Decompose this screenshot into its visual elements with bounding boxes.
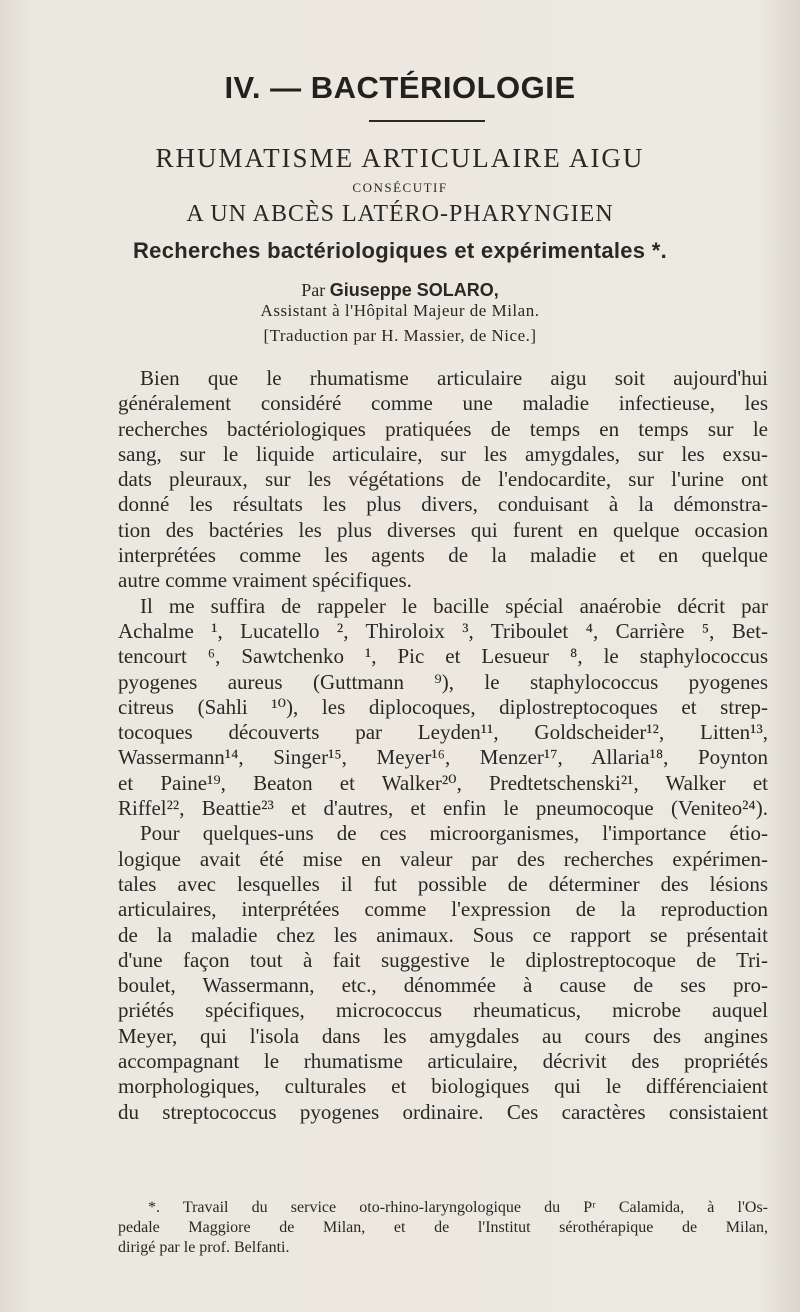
body-line: accompagnant le rhumatisme articulaire, décrivit des propriétés <box>118 1049 768 1074</box>
byline <box>0 280 800 301</box>
body-line: généralement considéré comme une maladie infectieuse, les <box>118 391 768 416</box>
footnote <box>118 1198 768 1258</box>
body-line: Meyer, qui l'isola dans les amygdales au cours des angines <box>118 1023 768 1048</box>
translation-note: [Traduction par H. Massier, de Nice.] <box>263 326 537 345</box>
body-line: donné les résultats les plus divers, conduisant à la démonstra- <box>118 492 768 517</box>
body-line: Bien que le rhumatisme articulaire aigu soit aujourd'hui <box>140 366 768 390</box>
article-kicker: CONSÉCUTIF <box>352 180 448 195</box>
body-line: sang, sur le liquide articulaire, sur les amygdales, sur les exsu- <box>118 441 768 466</box>
title-rule <box>369 120 485 122</box>
footnote-line: pedale Maggiore de Milan, et de l'Institut sérothérapique de Milan, <box>118 1219 768 1236</box>
body-line: autre comme vraiment spécifiques. <box>118 568 412 593</box>
footnote-line: dirigé par le prof. Belfanti. <box>118 1239 290 1256</box>
body-line: priétés spécifiques, micrococcus rheumaticus, microbe auquel <box>118 998 768 1023</box>
body-line: citreus (Sahli ¹⁰), les diplocoques, diplostreptocoques et strep- <box>118 694 768 719</box>
section-title: IV. — BACTÉRIOLOGIE <box>224 70 576 105</box>
byline-prefix: Par <box>301 280 326 300</box>
article-subtitle: A UN ABCÈS LATÉRO-PHARYNGIEN <box>186 201 614 227</box>
body-line: du streptococcus pyogenes ordinaire. Ces caractères consistaient <box>118 1099 768 1124</box>
body-line: tion des bactéries les plus diverses qui furent en quelque occasion <box>118 517 768 542</box>
body-line: Il me suffira de rappeler le bacille spécial anaérobie décrit par <box>140 593 768 618</box>
author-name: Giuseppe SOLARO, <box>329 280 499 300</box>
body-line: Riffel²², Beattie²³ et d'autres, et enfin le pneumocoque (Veniteo²⁴). <box>118 796 768 821</box>
author-affiliation: Assistant à l'Hôpital Majeur de Milan. <box>260 301 540 320</box>
body-line: Achalme ¹, Lucatello ², Thiroloix ³, Triboulet ⁴, Carrière ⁵, Bet- <box>118 618 768 643</box>
body-line: de la maladie chez les animaux. Sous ce rapport se présentait <box>118 922 768 947</box>
body-line: tocoques découverts par Leyden¹¹, Goldscheider¹², Litten¹³, <box>118 720 768 745</box>
body-line: logique avait été mise en valeur par des recherches expérimen- <box>118 846 768 871</box>
body-line: et Paine¹⁹, Beaton et Walker²⁰, Predtetschenski²¹, Walker et <box>118 770 768 795</box>
body-text <box>118 366 768 1125</box>
body-line: dats pleuraux, sur les végétations de l'endocardite, sur l'urine ont <box>118 467 768 492</box>
body-line: d'une façon tout à fait suggestive le diplostreptocoque de Tri- <box>118 947 768 972</box>
body-line: interprétées comme les agents de la maladie et en quelque <box>118 543 768 568</box>
article-title: RHUMATISME ARTICULAIRE AIGU <box>155 143 645 173</box>
body-line: Wassermann¹⁴, Singer¹⁵, Meyer¹⁶, Menzer¹⁷, Allaria¹⁸, Poynton <box>118 745 768 770</box>
body-line: boulet, Wassermann, etc., dénommée à cause de ses pro- <box>118 973 768 998</box>
body-line: morphologiques, culturales et biologiques qui le différenciaient <box>118 1074 768 1099</box>
body-line: Pour quelques-uns de ces microorganismes, l'importance étio- <box>140 821 768 846</box>
footnote-line: *. Travail du service oto-rhino-laryngologique du Pʳ Calamida, à l'Os- <box>148 1199 768 1216</box>
body-line: articulaires, interprétées comme l'expression de la reproduction <box>118 897 768 922</box>
body-line: tales avec lesquelles il fut possible de déterminer des lésions <box>118 871 768 896</box>
body-line: recherches bactériologiques pratiquées de temps en temps sur le <box>118 416 768 441</box>
body-line: pyogenes aureus (Guttmann ⁹), le staphylococcus pyogenes <box>118 669 768 694</box>
research-heading: Recherches bactériologiques et expérimentales *. <box>132 238 668 263</box>
body-line: tencourt ⁶, Sawtchenko ¹, Pic et Lesueur ⁸, le staphylococcus <box>118 644 768 669</box>
